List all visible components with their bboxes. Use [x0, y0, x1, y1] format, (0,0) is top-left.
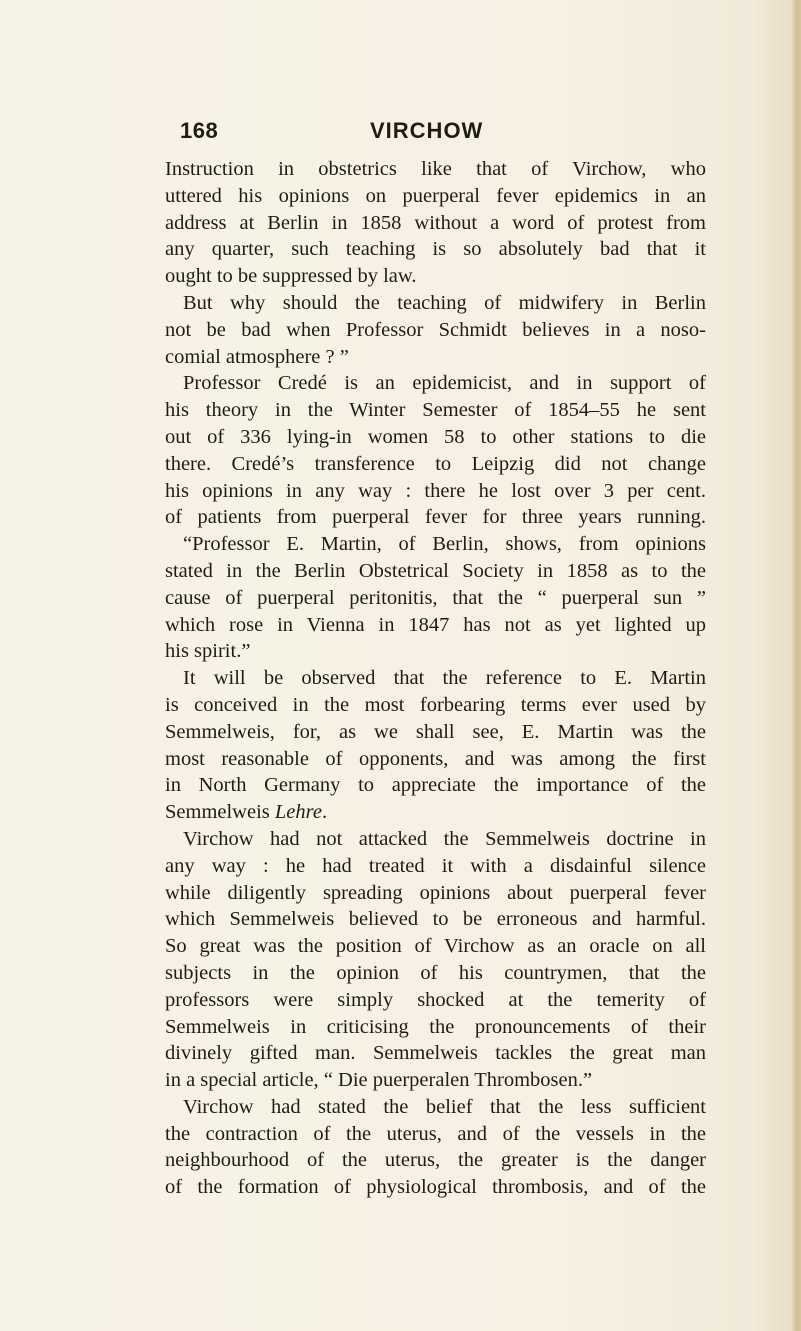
page-header [0, 118, 801, 148]
text-line: any quarter, such teaching is so absolutely bad that it [165, 238, 706, 261]
text-line: But why should the teaching of midwifery in Berlin [183, 291, 706, 314]
body-text [165, 156, 706, 1201]
text-line: in North Germany to appreciate the importance of the [165, 774, 706, 797]
text-line: So great was the position of Virchow as an oracle on all [165, 935, 706, 958]
text-line: neighbourhood of the uterus, the greater is the danger [165, 1149, 706, 1172]
text-line: Virchow had stated the belief that the less sufficient [183, 1095, 706, 1118]
text-line: cause of puerperal peritonitis, that the “ puerperal sun ” [165, 586, 706, 609]
text-line: there. Credé’s transference to Leipzig did not change [165, 452, 706, 475]
text-line: “Professor E. Martin, of Berlin, shows, from opinions [183, 533, 706, 556]
text-line: is conceived in the most forbearing terms ever used by [165, 693, 706, 716]
text-line: any way : he had treated it with a disdainful silence [165, 854, 706, 877]
text-line: comial atmosphere ? ” [165, 345, 349, 368]
text-line: his opinions in any way : there he lost over 3 per cent. [165, 479, 706, 502]
text-line: divinely gifted man. Semmelweis tackles the great man [165, 1042, 706, 1065]
text-line: Instruction in obstetrics like that of Virchow, who [165, 158, 706, 180]
text-line: in a special article, “ Die puerperalen Thrombosen.” [165, 1069, 593, 1092]
text-line: of the formation of physiological thrombosis, and of the [165, 1176, 706, 1199]
text-line: the contraction of the uterus, and of the vessels in the [165, 1122, 706, 1145]
running-head: VIRCHOW [370, 118, 484, 143]
text-line: Semmelweis, for, as we shall see, E. Martin was the [165, 720, 706, 743]
text-line: out of 336 lying-in women 58 to other stations to die [165, 425, 706, 448]
text-line: Virchow had not attacked the Semmelweis doctrine in [183, 827, 706, 850]
text-line: of patients from puerperal fever for three years running. [165, 506, 706, 529]
page-number: 168 [180, 118, 219, 143]
text-line: professors were simply shocked at the temerity of [165, 988, 706, 1011]
text-line: his theory in the Winter Semester of 1854–55 he sent [165, 399, 706, 422]
page-edge-shadow [791, 0, 801, 1331]
text-line: Professor Credé is an epidemicist, and in support of [183, 372, 706, 395]
text-line: subjects in the opinion of his countrymen, that the [165, 961, 706, 984]
italic-word: Lehre [274, 801, 322, 824]
text-line: stated in the Berlin Obstetrical Society in 1858 as to the [165, 559, 706, 582]
text-line: ought to be suppressed by law. [165, 265, 417, 288]
text-line: not be bad when Professor Schmidt believes in a noso- [165, 318, 706, 341]
text-line: while diligently spreading opinions about puerperal fever [165, 881, 706, 904]
text-line: most reasonable of opponents, and was among the first [165, 747, 706, 770]
text-line: uttered his opinions on puerperal fever epidemics in an [165, 184, 706, 207]
text-line-lehre: Semmelweis Lehre. [165, 801, 328, 824]
text-line: Semmelweis in criticising the pronouncements of their [165, 1015, 706, 1038]
text-line: his spirit.” [165, 640, 251, 663]
text-line: address at Berlin in 1858 without a word of protest from [165, 211, 706, 234]
text-line: which rose in Vienna in 1847 has not as yet lighted up [165, 613, 706, 636]
text-line: It will be observed that the reference to E. Martin [183, 667, 706, 690]
text-line: which Semmelweis believed to be erroneous and harmful. [165, 908, 706, 931]
